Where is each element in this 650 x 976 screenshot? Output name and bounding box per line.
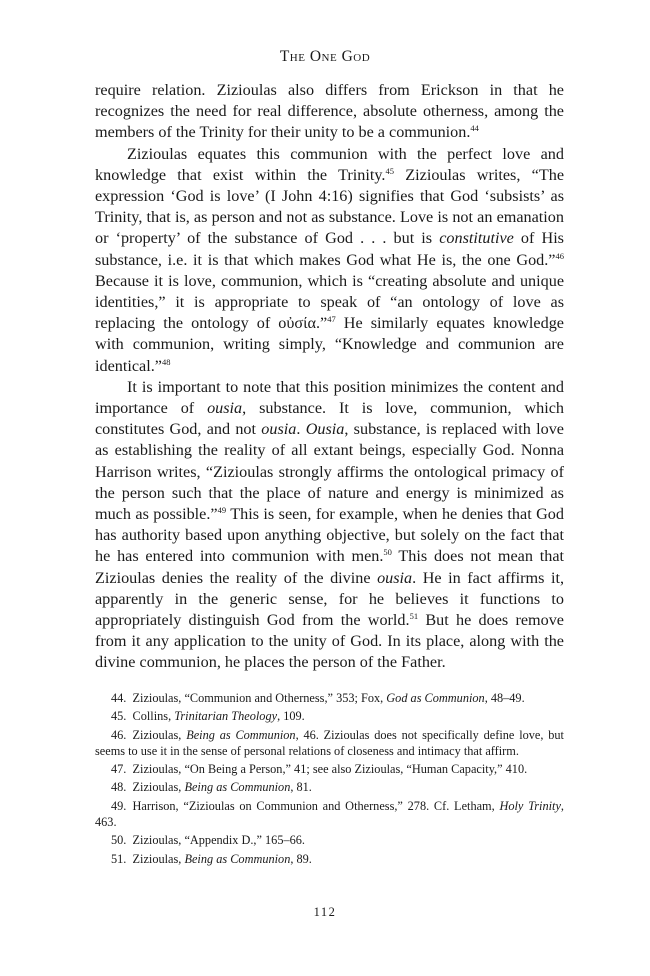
italic-text: constitutive [439, 229, 514, 248]
italic-text: God as Communion [386, 691, 485, 705]
italic-text: Trinitarian Theology [174, 709, 278, 724]
text-run: Harrison, “Zizioulas on Communion and Otherness,” 278. Cf. Letham, [132, 798, 500, 813]
body-paragraph [95, 377, 564, 674]
footnote-ref: 50 [383, 547, 392, 558]
footnote-number: 50. [111, 833, 127, 848]
footnote-ref: 45 [385, 165, 394, 176]
page-number: 112 [313, 905, 337, 919]
footnote [95, 690, 564, 706]
text-run: , 89. [290, 851, 312, 866]
footnote [95, 851, 564, 867]
footnote-ref: 48 [161, 356, 171, 367]
footnote-number: 44. [111, 691, 127, 705]
footnote [95, 832, 564, 848]
text-run: require relation. Zizioulas also differs from Erickson in that he recognizes the need for real difference, absolute otherness, among the members of the Trinity for their unity to be a communion. [95, 81, 564, 142]
text-run: Zizioulas equates this communion with the perfect love and knowledge that exist within the Trinity. [95, 144, 564, 184]
footnote [95, 708, 564, 724]
text-run: This is seen, for example, when he denies that God has authority based upon anything objective, but solely on the fact that he has entered into communion with men. [95, 505, 564, 566]
italic-text: Being as Communion [184, 780, 291, 795]
text-run: Zizioulas, [132, 727, 187, 742]
footnote-ref: 44 [470, 123, 479, 134]
text-run: But he does remove from it any application to the unity of God. In its place, along with the divine communion, he places the person of the Father. [95, 611, 564, 672]
footnote-number: 51. [111, 851, 127, 866]
footnotes [95, 690, 564, 869]
body-text [95, 80, 564, 674]
text-run: , 81. [290, 780, 312, 795]
text-run: Zizioulas, [132, 780, 185, 795]
footnote [95, 798, 564, 831]
text-run: It is important to note that this position minimizes the content and importance of [95, 377, 564, 418]
footnote-ref: 49 [217, 505, 227, 516]
text-run: , substance, is replaced with love as establishing the reality of all extant beings, especially God. Nonna Harrison writes, “Zizioulas strongly affirms the ontological primacy of the person such that the place of nature and energy is minimized as much as possible.” [95, 420, 564, 524]
italic-text: ousia [207, 399, 243, 418]
footnote-number: 47. [111, 762, 127, 777]
footnote-number: 45. [111, 709, 127, 724]
text-run: Zizioulas, “On Being a Person,” 41; see also Zizioulas, “Human Capacity,” 410. [132, 762, 528, 777]
text-run: Zizioulas, “Communion and Otherness,” 353; Fox, [132, 691, 387, 705]
text-run: . [296, 420, 306, 439]
running-head: The One God [279, 48, 371, 65]
text-run: This does not mean that Zizioulas denies the reality of the divine [95, 547, 564, 587]
text-run: Zizioulas, “Appendix D.,” 165–66. [132, 833, 305, 848]
footnote-number: 49. [111, 798, 127, 813]
text-run: , 48–49. [484, 691, 525, 705]
text-run: , 463. [95, 798, 564, 830]
italic-text: ousia [377, 568, 413, 587]
text-run: , 46. Zizioulas does not specifically define love, but seems to use it in the sense of personal relations of closeness and intimacy that affirm. [95, 727, 564, 758]
italic-text: Holy Trinity [499, 798, 561, 813]
italic-text: Being as Communion [184, 851, 291, 866]
text-run: Zizioulas, [132, 851, 185, 866]
footnote [95, 761, 564, 777]
footnote-ref: 51 [409, 611, 419, 622]
footnote-number: 48. [111, 780, 127, 795]
body-paragraph [95, 80, 564, 144]
italic-text: ousia [261, 420, 297, 439]
text-run: Collins, [132, 709, 175, 724]
footnote-number: 46. [111, 727, 127, 742]
text-run: of His substance, i.e. it is that which makes God what He is, the one God.” [95, 229, 564, 269]
text-run: , substance. It is love, communion, which constitutes God, and not [95, 399, 564, 439]
text-run: Because it is love, communion, which is “creating absolute and unique identities,” it is appropriate to speak of “an ontology of love as replacing the ontology of οὐσία.” [95, 271, 564, 333]
text-run: . He in fact affirms it, apparently in the generic sense, for he believes it functions to appropriately distinguish God from the world. [95, 568, 565, 630]
text-run: , 109. [277, 709, 305, 724]
text-run: Zizioulas writes, “The expression ‘God is love’ (I John 4:16) signifies that God ‘subsists’ as Trinity, that is, as person and not as substance. Love is not an emanation or ‘property’ of the substance of God . . . but is [95, 165, 564, 248]
italic-text: Ousia [305, 420, 345, 439]
footnote-ref: 47 [327, 314, 336, 325]
italic-text: Being as Communion [186, 727, 296, 742]
footnote [95, 727, 564, 760]
body-paragraph [95, 144, 564, 377]
text-run: He similarly equates knowledge with communion, writing simply, “Knowledge and communion are identical.” [95, 314, 564, 375]
footnote-ref: 46 [555, 250, 564, 261]
footnote [95, 779, 564, 795]
